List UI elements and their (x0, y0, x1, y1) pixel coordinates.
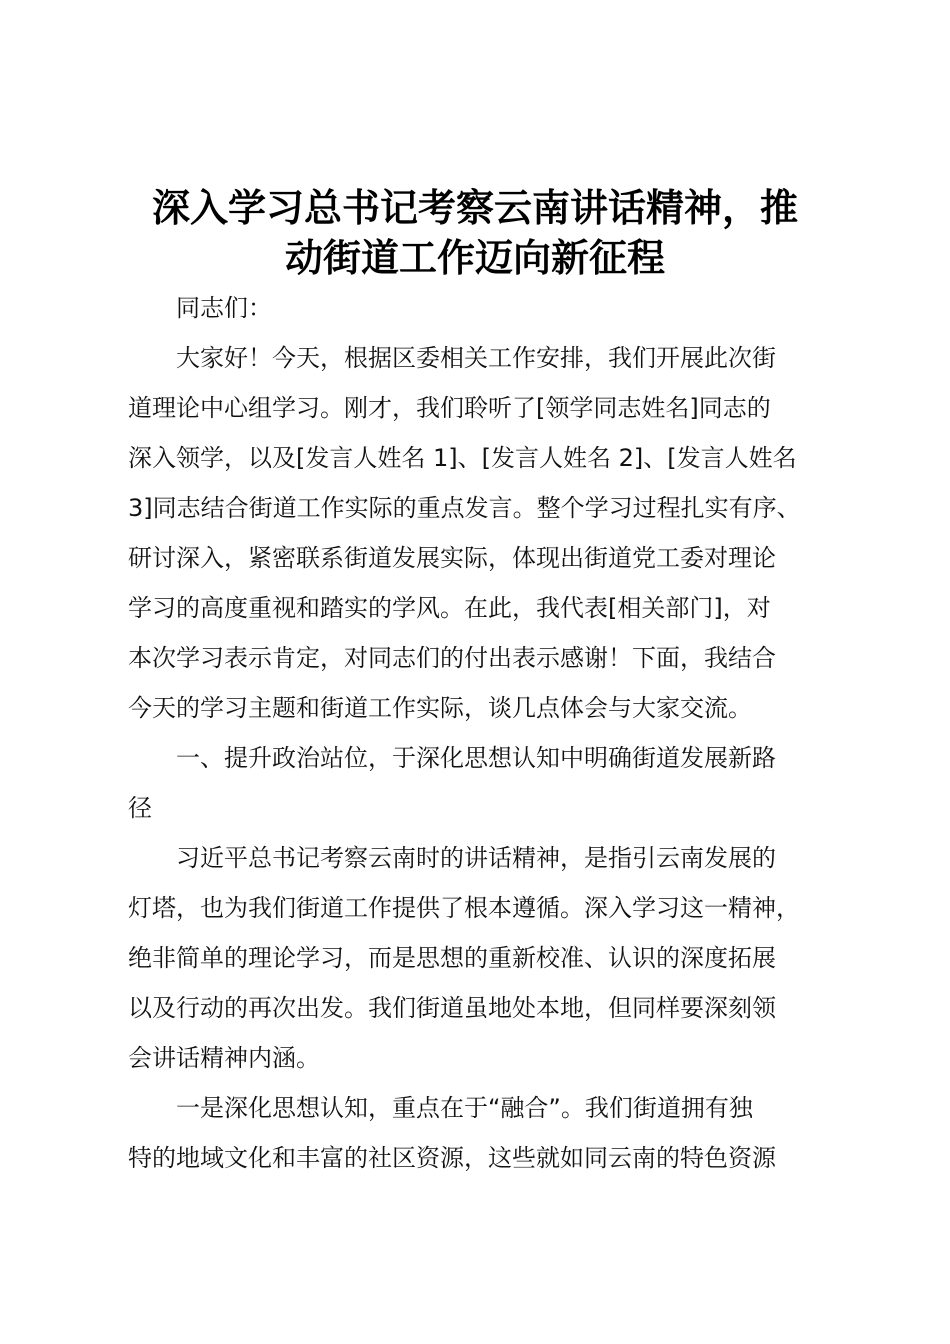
paragraph-line: 一是深化思想认知，重点在于“融合”。我们街道拥有独 (176, 1094, 753, 1122)
paragraph-line: 深入领学，以及[发言人姓名 1]、[发言人姓名 2]、[发言人姓名 (128, 444, 797, 472)
section-heading-line: 径 (128, 794, 152, 822)
paragraph-line: 本次学习表示肯定，对同志们的付出表示感谢！下面，我结合 (128, 644, 776, 672)
paragraph-line: 学习的高度重视和踏实的学风。在此，我代表[相关部门]，对 (128, 594, 771, 622)
paragraph-opening (128, 333, 848, 733)
paragraph-line: 绝非简单的理论学习，而是思想的重新校准、认识的深度拓展 (128, 944, 776, 972)
paragraph-point-1 (128, 1083, 848, 1183)
paragraph-line: 道理论中心组学习。刚才，我们聆听了[领学同志姓名]同志的 (128, 394, 771, 422)
document-title-line-1: 深入学习总书记考察云南讲话精神，推 (151, 186, 798, 230)
paragraph-line: 习近平总书记考察云南时的讲话精神，是指引云南发展的 (176, 844, 776, 872)
paragraph-line: 以及行动的再次出发。我们街道虽地处本地，但同样要深刻领 (128, 994, 776, 1022)
section-heading-1 (128, 733, 848, 833)
paragraph-line: 灯塔，也为我们街道工作提供了根本遵循。深入学习这一精神， (128, 894, 800, 922)
paragraph-line: 3]同志结合街道工作实际的重点发言。整个学习过程扎实有序、 (128, 494, 801, 522)
paragraph-line: 大家好！今天，根据区委相关工作安排，我们开展此次街 (176, 344, 776, 372)
paragraph-line: 会讲话精神内涵。 (128, 1044, 320, 1072)
salutation-text: 同志们： (176, 294, 272, 322)
section-heading-line: 一、提升政治站位，于深化思想认知中明确街道发展新路 (176, 744, 776, 772)
document-body (128, 283, 848, 1183)
salutation (128, 283, 848, 333)
paragraph-line: 研讨深入，紧密联系街道发展实际，体现出街道党工委对理论 (128, 544, 776, 572)
paragraph-section-1-intro (128, 833, 848, 1083)
document-title-line-2: 动街道工作迈向新征程 (284, 236, 665, 280)
paragraph-line: 特的地域文化和丰富的社区资源，这些就如同云南的特色资源 (128, 1144, 776, 1172)
paragraph-line: 今天的学习主题和街道工作实际，谈几点体会与大家交流。 (128, 694, 752, 722)
